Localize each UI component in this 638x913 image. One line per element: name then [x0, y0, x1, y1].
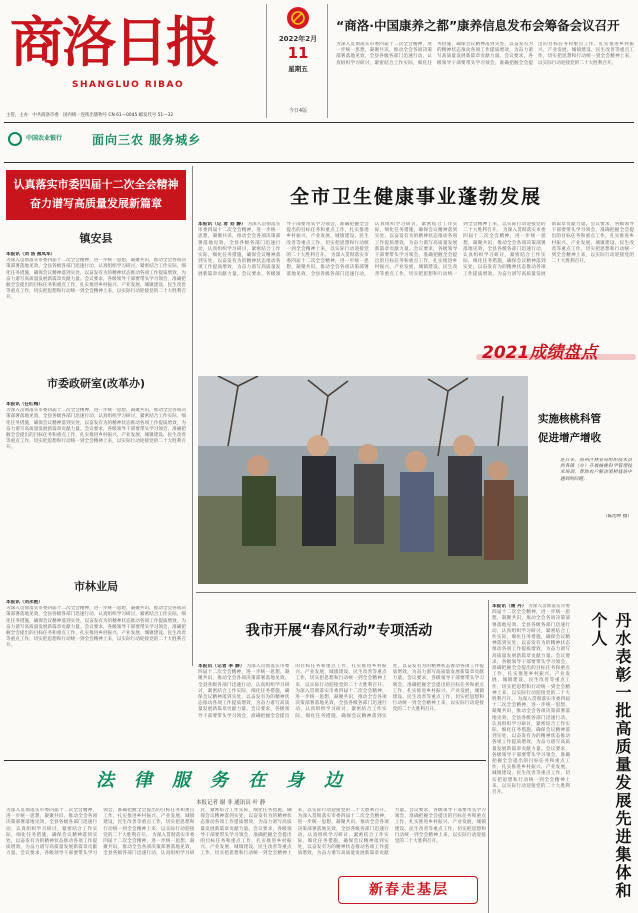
caption-text: 连日来，商州区林业局组织技术员到各镇（办）开展核桃科学管理技术培训，帮助农户解决果树栽培中遇到的问题。	[560, 458, 632, 482]
spring-headline: 我市开展“春风行动”专项活动	[245, 623, 433, 639]
law-rule	[4, 760, 486, 761]
masthead-rule	[4, 122, 634, 123]
bank-name: 中国农业银行	[26, 135, 63, 142]
main-byline: 本报讯（记 者 刘 静）	[198, 222, 246, 227]
new-spring-badge	[338, 876, 478, 904]
issue-weekday: 星期五	[288, 65, 308, 73]
vertical-divider	[488, 600, 489, 913]
top-headline: “商洛·中国康养之都”康养信息发布会筹备会议召开	[336, 18, 620, 33]
law-body-cont: 为深入贯彻落实市委四届十二次全会精神，进一步统一思想，凝聚共识，推动全会各项决策部署落地见效，全县各级各部门迅速行动，认真组织学习研讨，紧密结合工作实际，细化任务措施，确保会议精神落到实处，以奋发有为的精神状态推动各项工作提质增效，为奋力谱写高质量发展新篇章贡献力量。会议要求，各级领导干部要带头学习领会，准确把握全会提出的目标任务和重点工作，扎实推进乡村振兴、产业发展、城镇建设、民生改善等重点工作，切实把思想和行动统一到全会精神上来，以实际行动迎接党的二十大胜利召开。	[103, 808, 389, 857]
logo-title: 商洛日报	[10, 10, 218, 74]
sidebar-title-box	[6, 170, 186, 220]
main-headline: 全市卫生健康事业蓬勃发展	[289, 186, 542, 208]
law-body: 为深入贯彻落实市委四届十二次全会精神，进一步统一思想，凝聚共识，推动全会各项决策部署落地见效，全县各级各部门迅速行动，认真组织学习研讨，紧密结合工作实际，细化任务措施，确保会议精神落到实处，以奋发有为的精神状态推动各项工作提质增效，为奋力谱写高质量发展新篇章贡献力量。会议要求，各级领导干部要带头学习领会，准确把握全会提出的目标任务和重点工作，扎实推进乡村振兴、产业发展、城镇建设、民生改善等重点工作，切实把思想和行动统一到全会精神上来，以实际行动迎接党的二十大胜利召开。	[6, 808, 195, 857]
date-box	[266, 4, 328, 118]
walnut-training-photo	[198, 376, 528, 584]
new-spring-text: 新春走基层	[369, 882, 449, 898]
issue-date: 2022年2月	[278, 35, 318, 43]
spring-rule	[196, 592, 636, 593]
issue-day: 11	[287, 44, 309, 62]
ad-rule	[4, 162, 634, 163]
section-heading: 市委政研室(改革办)	[46, 377, 146, 390]
badge-text: 2021成绩盘点	[482, 343, 598, 363]
main-body: 为深入贯彻落实市委四届十二次全会精神，进一步统一思想，凝聚共识，推动全会各项决策部署落地见效，全县各级各部门迅速行动，认真组织学习研讨，紧密结合工作实际，细化任务措施，确保会议精神落到实处，以奋发有为的精神状态推动各项工作提质增效，为奋力谱写高质量发展新篇章贡献力量。会议要求，各级领导干部要带头学习领会，准确把握全会提出的目标任务和重点工作，扎实推进乡村振兴、产业发展、城镇建设、民生改善等重点工作，切实把思想和行动统一到全会精神上来，以实际行动迎接党的二十大胜利召开。	[198, 222, 369, 277]
sidebar-divider	[192, 166, 193, 666]
section-byline: 本报讯（刘 洛 燕凤军）	[6, 252, 56, 257]
logo-pinyin: SHANGLUO RIBAO	[72, 80, 185, 90]
sidebar-section-2	[6, 366, 186, 558]
section-byline: 本报讯（任红梅）	[6, 402, 43, 407]
section-body: 为深入贯彻落实市委四届十二次全会精神，进一步统一思想，凝聚共识，推动全会各项决策部署落地见效，全县各级各部门迅速行动，认真组织学习研讨，紧密结合工作实际，细化任务措施，确保会议精神落到实处，以奋发有为的精神状态推动各项工作提质增效，为奋力谱写高质量发展新篇章贡献力量。会议要求，各级领导干部要带头学习领会，准确把握全会提出的目标任务和重点工作，扎实推进乡村振兴、产业发展、城镇建设、民生改善等重点工作，切实把思想和行动统一到全会精神上来，以实际行动迎接党的二十大胜利召开。	[6, 408, 186, 451]
caption-credit: （陈治坤 摄）	[602, 514, 632, 519]
main-article	[198, 222, 634, 330]
spring-body: 为深入贯彻落实市委四届十二次全会精神，进一步统一思想，凝聚共识，推动全会各项决策部署落地见效，全县各级各部门迅速行动，认真组织学习研讨，紧密结合工作实际，细化任务措施，确保会议精神落到实处，以奋发有为的精神状态推动各项工作提质增效，为奋力谱写高质量发展新篇章贡献力量。会议要求，各级领导干部要带头学习领会，准确把握全会提出的目标任务和重点工作，扎实推进乡村振兴、产业发展、城镇建设、民生改善等重点工作，切实把思想和行动统一到全会精神上来，以实际行动迎接党的二十大胜利召开。	[198, 664, 387, 719]
law-banner	[6, 764, 484, 794]
spring-byline: 本报讯（记者 李 静）	[198, 664, 245, 669]
section-byline: 本报讯（刘永艳）	[6, 600, 43, 605]
main-body-cont: 为深入贯彻落实市委四届十二次全会精神，进一步统一思想，凝聚共识，推动全会各项决策部署落地见效，全县各级各部门迅速行动，认真组织学习研讨，紧密结合工作实际，细化任务措施，确保会议精神落到实处，以奋发有为的精神状态推动各项工作提质增效，为奋力谱写高质量发展新篇章贡献力量。会议要求，各级领导干部要带头学习领会，准确把握全会提出的目标任务和重点工作，扎实推进乡村振兴、产业发展、城镇建设、民生改善等重点工作，切实把思想和行动统一到全会精神上来，以实际行动迎接党的二十大胜利召开。	[286, 222, 546, 277]
section-body: 为深入贯彻落实市委四届十二次全会精神，进一步统一思想，凝聚共识，推动全会各项决策部署落地见效，全县各级各部门迅速行动，认真组织学习研讨，紧密结合工作实际，细化任务措施，确保会议精神落到实处，以奋发有为的精神状态推动各项工作提质增效，为奋力谱写高质量发展新篇章贡献力量。会议要求，各级领导干部要带头学习领会，准确把握全会提出的目标任务和重点工作，扎实推进乡村振兴、产业发展、城镇建设、民生改善等重点工作，切实把思想和行动统一到全会精神上来，以实际行动迎接党的二十大胜利召开。	[6, 258, 186, 301]
caption-headline: 实施核桃科管 促进增产增收	[538, 413, 601, 444]
vertical-article	[492, 604, 570, 910]
photo-caption	[532, 376, 636, 584]
main-body-cont: 为深入贯彻落实市委四届十二次全会精神，进一步统一思想，凝聚共识，推动全会各项决策部署落地见效，全县各级各部门迅速行动，认真组织学习研讨，紧密结合工作实际，细化任务措施，确保会议精神落到实处，以奋发有为的精神状态推动各项工作提质增效，为奋力谱写高质量发展新篇章贡献力量。会议要求，各级领导干部要带头学习领会，准确把握全会提出的目标任务和重点工作，扎实推进乡村振兴、产业发展、城镇建设、民生改善等重点工作，切实把思想和行动统一到全会精神上来，以实际行动迎接党的二十大胜利召开。	[463, 222, 634, 277]
section-heading: 市林业局	[74, 580, 118, 593]
section-heading: 镇安县	[79, 232, 113, 245]
law-byline: 本报记者 谢 非 通讯员 叶 静	[196, 800, 266, 806]
vertical-body-cont: 为深入贯彻落实市委四届十二次全会精神，进一步统一思想，凝聚共识，推动全会各项决策部署落地见效，全县各级各部门迅速行动，认真组织学习研讨，紧密结合工作实际，细化任务措施，确保会议精神落到实处，以奋发有为的精神状态推动各项工作提质增效，为奋力谱写高质量发展新篇章贡献力量。会议要求，各级领导干部要带头学习领会，准确把握全会提出的目标任务和重点工作，扎实推进乡村振兴、产业发展、城镇建设、民生改善等重点工作，切实把思想和行动统一到全会精神上来，以实际行动迎接党的二十大胜利召开。	[492, 697, 570, 796]
spring-article	[198, 664, 484, 748]
sidebar-section-1	[6, 226, 186, 368]
spring-body-cont: 为深入贯彻落实市委四届十二次全会精神，进一步统一思想，凝聚共识，推动全会各项决策部署落地见效，全县各级各部门迅速行动，认真组织学习研讨，紧密结合工作实际，细化任务措施，确保会议精神落到实处，以奋发有为的精神状态推动各项工作提质增效，为奋力谱写高质量发展新篇章贡献力量。会议要求，各级领导干部要带头学习领会，准确把握全会提出的目标任务和重点工作，扎实推进乡村振兴、产业发展、城镇建设、民生改善等重点工作，切实把思想和行动统一到全会精神上来，以实际行动迎接党的二十大胜利召开。	[295, 664, 484, 719]
issue-pages: 今日4版	[288, 108, 308, 114]
law-body-cont: 为深入贯彻落实市委四届十二次全会精神，进一步统一思想，凝聚共识，推动全会各项决策部署落地见效，全县各级各部门迅速行动，认真组织学习研讨，紧密结合工作实际，细化任务措施，确保会议精神落到实处，以奋发有为的精神状态推动各项工作提质增效，为奋力谱写高质量发展新篇章贡献力量。会议要求，各级领导干部要带头学习领会，准确把握全会提出的目标任务和重点工作，扎实推进乡村振兴、产业发展、城镇建设、民生改善等重点工作，切实把思想和行动统一到全会精神上来，以实际行动迎接党的二十大胜利召开。	[297, 808, 486, 857]
vertical-body: 为深入贯彻落实市委四届十二次全会精神，进一步统一思想，凝聚共识，推动全会各项决策部署落地见效，全县各级各部门迅速行动，认真组织学习研讨，紧密结合工作实际，细化任务措施，确保会议精神落到实处，以奋发有为的精神状态推动各项工作提质增效，为奋力谱写高质量发展新篇章贡献力量。会议要求，各级领导干部要带头学习领会，准确把握全会提出的目标任务和重点工作，扎实推进乡村振兴、产业发展、城镇建设、民生改善等重点工作，切实把思想和行动统一到全会精神上来，以实际行动迎接党的二十大胜利召开。	[492, 604, 570, 703]
vertical-byline: 本报讯（谢 丹）	[492, 604, 527, 609]
info-line: 主管、主办：中共商洛市委 国内统一连续出版物号 CN 61—0045 邮发代号 51—32	[6, 113, 174, 118]
masthead	[0, 0, 638, 118]
law-headline: 法律服务在身边	[96, 770, 362, 791]
sidebar-section-3	[6, 574, 186, 696]
bank-slogan: 面向三农 服务城乡	[92, 133, 202, 147]
section-body: 为深入贯彻落实市委四届十二次全会精神，进一步统一思想，凝聚共识，推动全会各项决策部署落地见效，全县各级各部门迅速行动，认真组织学习研讨，紧密结合工作实际，细化任务措施，确保会议精神落到实处，以奋发有为的精神状态推动各项工作提质增效，为奋力谱写高质量发展新篇章贡献力量。会议要求，各级领导干部要带头学习领会，准确把握全会提出的目标任务和重点工作，扎实推进乡村振兴、产业发展、城镇建设、民生改善等重点工作，切实把思想和行动统一到全会精神上来，以实际行动迎接党的二十大胜利召开。	[6, 606, 186, 649]
top-article-text: 为深入贯彻落实市委四届十二次全会精神，进一步统一思想，凝聚共识，推动全会各项决策部署落地见效，全县各级各部门迅速行动，认真组织学习研讨，紧密结合工作实际，细化任务措施，确保会议精神落到实处，以奋发有为的精神状态推动各项工作提质增效，为奋力谱写高质量发展新篇章贡献力量。会议要求，各级领导干部要带头学习领会，准确把握全会提出的目标任务和重点工作，扎实推进乡村振兴、产业发展、城镇建设、民生改善等重点工作，切实把思想和行动统一到全会精神上来，以实际行动迎接党的二十大胜利召开。	[336, 42, 634, 66]
results-badge	[476, 336, 636, 366]
vertical-headline: 丹水表彰一批高质量发展先进集体和个人	[589, 612, 632, 900]
party-emblem-icon	[287, 7, 309, 29]
bank-ad	[6, 126, 266, 156]
sidebar-title: 认真落实市委四届十二次全会精神 奋力谱写高质量发展新篇章	[13, 178, 179, 210]
bank-logo-icon	[8, 132, 22, 146]
